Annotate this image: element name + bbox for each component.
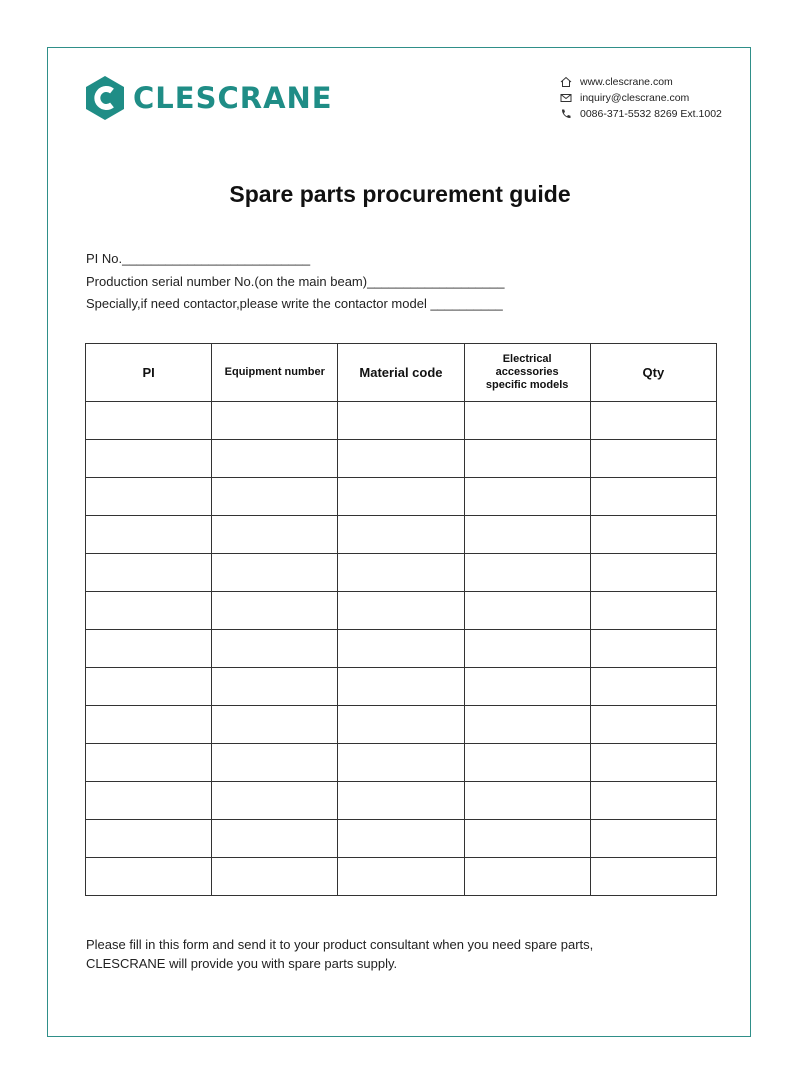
header-material-code: Material code bbox=[338, 344, 464, 402]
cell-pi[interactable] bbox=[86, 630, 212, 668]
pi-number-field[interactable]: PI No.__________________________ bbox=[86, 251, 311, 266]
cell-qty[interactable] bbox=[590, 402, 716, 440]
cell-electrical-accessories[interactable] bbox=[464, 668, 590, 706]
cell-qty[interactable] bbox=[590, 668, 716, 706]
cell-pi[interactable] bbox=[86, 820, 212, 858]
cell-qty[interactable] bbox=[590, 592, 716, 630]
table-row bbox=[86, 440, 717, 478]
table-row bbox=[86, 554, 717, 592]
cell-material-code[interactable] bbox=[338, 402, 464, 440]
cell-material-code[interactable] bbox=[338, 706, 464, 744]
contact-block bbox=[560, 74, 722, 122]
parts-table bbox=[85, 343, 717, 896]
cell-material-code[interactable] bbox=[338, 478, 464, 516]
header-equipment-number: Equipment number bbox=[212, 344, 338, 402]
header-electrical-accessories bbox=[464, 344, 590, 402]
cell-equipment-number[interactable] bbox=[212, 858, 338, 896]
cell-qty[interactable] bbox=[590, 820, 716, 858]
table-row bbox=[86, 630, 717, 668]
cell-electrical-accessories[interactable] bbox=[464, 706, 590, 744]
cell-material-code[interactable] bbox=[338, 592, 464, 630]
cell-qty[interactable] bbox=[590, 516, 716, 554]
cell-pi[interactable] bbox=[86, 440, 212, 478]
cell-electrical-accessories[interactable] bbox=[464, 820, 590, 858]
cell-equipment-number[interactable] bbox=[212, 478, 338, 516]
table-header-row bbox=[86, 344, 717, 402]
table-row bbox=[86, 782, 717, 820]
home-icon bbox=[560, 76, 572, 88]
cell-equipment-number[interactable] bbox=[212, 630, 338, 668]
cell-material-code[interactable] bbox=[338, 782, 464, 820]
phone-icon bbox=[560, 108, 572, 120]
cell-equipment-number[interactable] bbox=[212, 440, 338, 478]
phone-text: 0086-371-5532 8269 Ext.1002 bbox=[580, 108, 722, 120]
cell-pi[interactable] bbox=[86, 706, 212, 744]
cell-qty[interactable] bbox=[590, 630, 716, 668]
cell-pi[interactable] bbox=[86, 782, 212, 820]
cell-qty[interactable] bbox=[590, 706, 716, 744]
cell-equipment-number[interactable] bbox=[212, 516, 338, 554]
cell-pi[interactable] bbox=[86, 516, 212, 554]
cell-electrical-accessories[interactable] bbox=[464, 744, 590, 782]
footer-line-1: Please fill in this form and send it to your product consultant when you need spare parts, bbox=[86, 937, 594, 952]
table-row bbox=[86, 744, 717, 782]
table-body bbox=[86, 402, 717, 896]
table-row bbox=[86, 706, 717, 744]
footer-note bbox=[86, 935, 593, 973]
contactor-model-field[interactable]: Specially,if need contactor,please write the contactor model __________ bbox=[86, 296, 503, 311]
page-title: Spare parts procurement guide bbox=[229, 181, 571, 207]
cell-pi[interactable] bbox=[86, 858, 212, 896]
cell-equipment-number[interactable] bbox=[212, 782, 338, 820]
cell-material-code[interactable] bbox=[338, 668, 464, 706]
mail-icon bbox=[560, 92, 572, 104]
footer-line-2: CLESCRANE will provide you with spare parts supply. bbox=[86, 956, 398, 971]
cell-qty[interactable] bbox=[590, 554, 716, 592]
cell-pi[interactable] bbox=[86, 744, 212, 782]
cell-qty[interactable] bbox=[590, 440, 716, 478]
header-qty: Qty bbox=[590, 344, 716, 402]
header-electrical-accessories-text: Electrical accessories specific models bbox=[485, 353, 569, 391]
cell-qty[interactable] bbox=[590, 782, 716, 820]
cell-electrical-accessories[interactable] bbox=[464, 440, 590, 478]
cell-electrical-accessories[interactable] bbox=[464, 858, 590, 896]
cell-equipment-number[interactable] bbox=[212, 402, 338, 440]
cell-pi[interactable] bbox=[86, 554, 212, 592]
header-pi: PI bbox=[86, 344, 212, 402]
email-text[interactable]: inquiry@clescrane.com bbox=[580, 92, 690, 104]
cell-pi[interactable] bbox=[86, 668, 212, 706]
cell-pi[interactable] bbox=[86, 402, 212, 440]
contact-phone bbox=[560, 106, 722, 122]
hexagon-c-icon bbox=[85, 75, 125, 121]
brand-logo bbox=[85, 75, 333, 121]
cell-qty[interactable] bbox=[590, 858, 716, 896]
cell-material-code[interactable] bbox=[338, 858, 464, 896]
cell-electrical-accessories[interactable] bbox=[464, 478, 590, 516]
table-row bbox=[86, 592, 717, 630]
contact-email bbox=[560, 90, 722, 106]
cell-equipment-number[interactable] bbox=[212, 706, 338, 744]
table-row bbox=[86, 668, 717, 706]
website-text[interactable]: www.clescrane.com bbox=[580, 76, 673, 88]
contact-website bbox=[560, 74, 722, 90]
cell-material-code[interactable] bbox=[338, 630, 464, 668]
cell-material-code[interactable] bbox=[338, 554, 464, 592]
cell-material-code[interactable] bbox=[338, 516, 464, 554]
cell-equipment-number[interactable] bbox=[212, 820, 338, 858]
cell-equipment-number[interactable] bbox=[212, 668, 338, 706]
cell-material-code[interactable] bbox=[338, 744, 464, 782]
table-row bbox=[86, 858, 717, 896]
serial-number-field[interactable]: Production serial number No.(on the main beam)___________________ bbox=[86, 273, 505, 289]
cell-electrical-accessories[interactable] bbox=[464, 782, 590, 820]
cell-electrical-accessories[interactable] bbox=[464, 554, 590, 592]
brand-name: CLESCRANE bbox=[133, 81, 333, 115]
table-row bbox=[86, 820, 717, 858]
cell-equipment-number[interactable] bbox=[212, 554, 338, 592]
cell-electrical-accessories[interactable] bbox=[464, 630, 590, 668]
cell-pi[interactable] bbox=[86, 478, 212, 516]
table-row bbox=[86, 478, 717, 516]
cell-equipment-number[interactable] bbox=[212, 744, 338, 782]
table-row bbox=[86, 402, 717, 440]
table-row bbox=[86, 516, 717, 554]
cell-electrical-accessories[interactable] bbox=[464, 516, 590, 554]
cell-equipment-number[interactable] bbox=[212, 592, 338, 630]
cell-material-code[interactable] bbox=[338, 820, 464, 858]
cell-electrical-accessories[interactable] bbox=[464, 592, 590, 630]
cell-pi[interactable] bbox=[86, 592, 212, 630]
form-fields bbox=[86, 248, 504, 316]
cell-electrical-accessories[interactable] bbox=[464, 402, 590, 440]
cell-qty[interactable] bbox=[590, 478, 716, 516]
cell-material-code[interactable] bbox=[338, 440, 464, 478]
cell-qty[interactable] bbox=[590, 744, 716, 782]
